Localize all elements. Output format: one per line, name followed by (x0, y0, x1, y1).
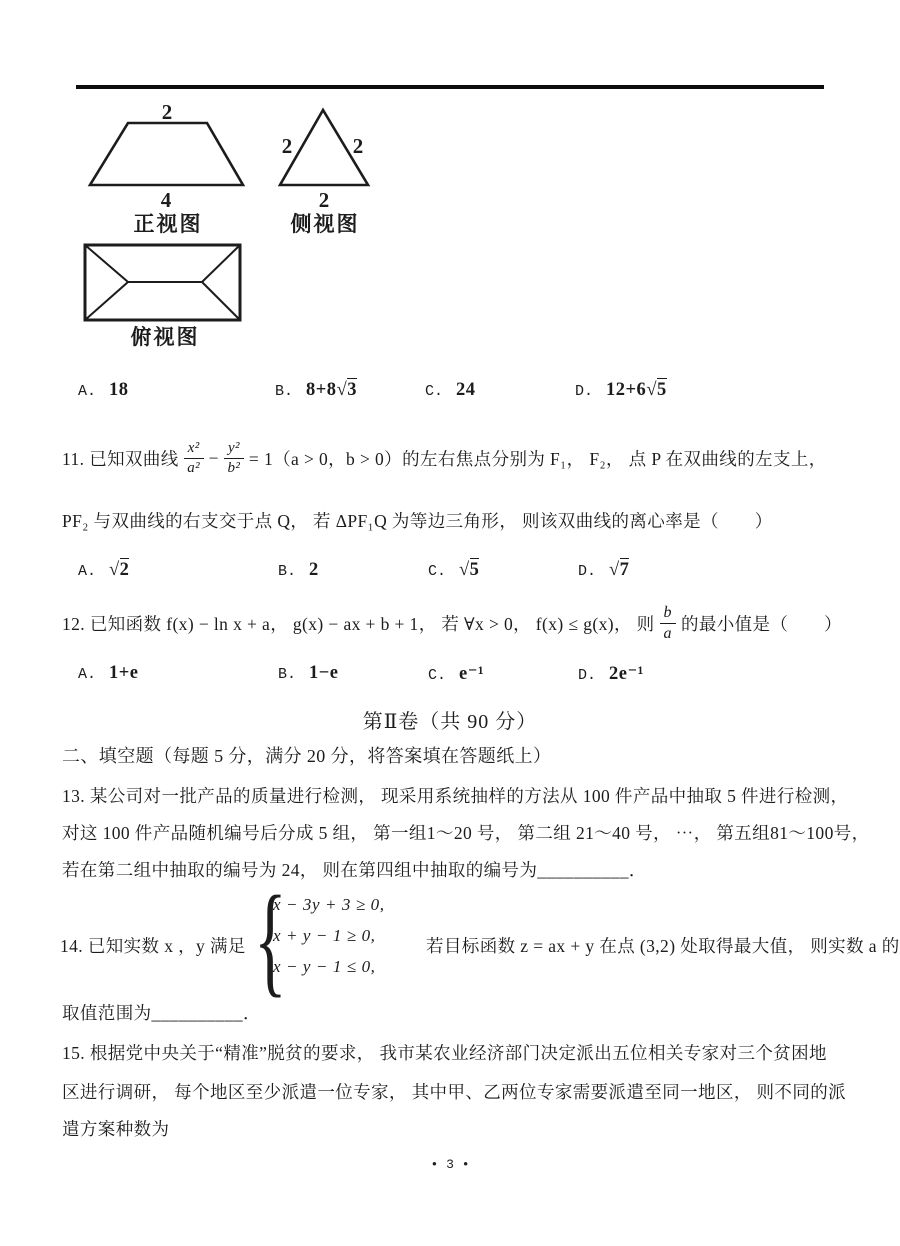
q11-condition-text: = 1（a > 0，b > 0）的左右焦点分别为 F₁， F₂， 点 P 在双曲线的左支上， (248, 448, 827, 469)
option-letter: B. (275, 383, 294, 400)
fraction-b-a (660, 604, 676, 642)
front-view-caption: 正视图 (133, 212, 203, 236)
radical: √3 (336, 380, 357, 400)
inequality-system (273, 895, 385, 977)
page-number: • 3 • (430, 1157, 470, 1172)
q12-tail-text: 的最小值是（ ） (680, 613, 843, 634)
fraction-denominator: a (663, 624, 672, 642)
fraction-y2-b2 (224, 440, 244, 476)
fraction-x2-a2 (184, 440, 204, 476)
radical: √5 (459, 560, 480, 580)
question-14-line-2: 取值范围为__________． (62, 1003, 261, 1023)
option-value: 1+e (109, 663, 139, 683)
top-view-caption: 俯视图 (130, 325, 200, 349)
option-value (609, 560, 629, 581)
front-view-trapezoid (90, 123, 243, 185)
option-letter: B. (278, 666, 297, 683)
question-12-line (62, 599, 842, 647)
q11-option-c (428, 560, 479, 581)
q10-option-a (78, 380, 129, 401)
q14-lead-text: 14. 已知实数 x ，y 满足 (60, 936, 246, 956)
fraction-numerator: y² (224, 440, 244, 459)
option-value: 24 (456, 380, 476, 400)
option-value: 8+8√3 (306, 380, 357, 400)
q11-option-a (78, 560, 129, 581)
fraction-denominator: a² (187, 459, 201, 476)
question-15-line-3: 遣方案种数为 (62, 1119, 170, 1139)
q11-option-b (278, 560, 319, 581)
side-view-left-dim: 2 (281, 134, 293, 158)
section-2-subtitle: 二、填空题（每题 5 分，满分 20 分，将答案填在答题纸上） (62, 746, 552, 766)
option-letter: D. (578, 667, 597, 684)
front-view-bottom-dim: 4 (160, 188, 172, 212)
fraction-numerator: x² (184, 440, 204, 459)
option-letter: B. (278, 563, 297, 580)
q10-options (60, 380, 880, 410)
option-letter: C. (428, 563, 447, 580)
top-view-line (85, 282, 128, 320)
q10-option-b (275, 380, 357, 401)
q12-option-d (578, 663, 644, 685)
option-letter: C. (428, 667, 447, 684)
q12-lead-text: 12. 已知函数 f(x) − ln x + a， g(x) − ax + b + 1， 若 ∀x > 0， f(x) ≤ g(x)， 则 (62, 613, 655, 634)
system-brace: { (254, 871, 287, 1008)
side-view-bottom-dim: 2 (318, 188, 330, 212)
option-value: 1−e (309, 663, 339, 683)
question-13-line-2: 对这 100 件产品随机编号后分成 5 组， 第一组1～20 号， 第二组 21～40 号， ⋯， 第五组81～100号， (62, 823, 870, 843)
top-rule (76, 85, 824, 89)
front-view-top-dim: 2 (161, 100, 173, 124)
question-11-line-2: PF₂ 与双曲线的右支交于点 Q， 若 ΔPF₁Q 为等边三角形， 则该双曲线的离心率是（ ） (62, 511, 773, 531)
q14-tail-text: 若目标函数 z = ax + y 在点 (3,2) 处取得最大值， 则实数 a 的 (426, 936, 900, 956)
option-value: 2e⁻¹ (609, 664, 644, 684)
side-view-right-dim: 2 (352, 134, 364, 158)
q12-option-c (428, 663, 484, 685)
option-value: 2 (309, 560, 319, 580)
option-letter: C. (425, 383, 444, 400)
inequality-1: x − 3y + 3 ≥ 0, (273, 895, 385, 914)
question-15-line-2: 区进行调研， 每个地区至少派遣一位专家， 其中甲、乙两位专家需要派遣至同一地区， 则不同的派 (62, 1082, 847, 1102)
q12-option-b (278, 663, 339, 684)
question-13-line-3: 若在第二组中抽取的编号为 24， 则在第四组中抽取的编号为__________． (62, 860, 647, 880)
section-2-title: 第Ⅱ卷（共 90 分） (362, 711, 538, 733)
question-14-block (60, 871, 900, 1008)
inequality-2: x + y − 1 ≥ 0, (273, 926, 376, 945)
radical: √2 (109, 560, 130, 580)
option-value (109, 560, 129, 581)
minus-sign: − (208, 447, 219, 468)
q11-options (60, 560, 880, 590)
radical: √7 (609, 560, 630, 580)
option-letter: D. (575, 383, 594, 400)
q10-option-c (425, 380, 476, 401)
q10-option-d (575, 380, 667, 401)
q12-option-a (78, 663, 139, 684)
question-13-line-1: 13. 某公司对一批产品的质量进行检测， 现采用系统抽样的方法从 100 件产品中抽取 5 件进行检测， (62, 786, 849, 806)
question-15-line-1: 15. 根据党中央关于“精准”脱贫的要求， 我市某农业经济部门决定派出五位相关专家对三个贫困地 (62, 1043, 827, 1063)
question-11-line-1 (62, 432, 827, 484)
fraction-denominator: b² (227, 459, 241, 476)
side-view-caption: 侧视图 (290, 212, 360, 236)
option-value: e⁻¹ (459, 664, 485, 684)
option-value: 18 (109, 380, 129, 400)
q11-option-d (578, 560, 629, 581)
top-view-line (85, 245, 128, 282)
option-letter: A. (78, 563, 97, 580)
option-letter: A. (78, 383, 97, 400)
q12-options (60, 663, 880, 693)
option-value (459, 560, 479, 581)
radical: √5 (646, 380, 667, 400)
top-view-line (202, 245, 240, 282)
inequality-3: x − y − 1 ≤ 0, (273, 957, 376, 976)
q11-lead-text: 11. 已知双曲线 (62, 448, 179, 469)
fraction-numerator: b (660, 604, 676, 624)
three-view-figures (60, 95, 390, 360)
option-value: 12+6√5 (606, 380, 667, 400)
option-letter: A. (78, 666, 97, 683)
option-letter: D. (578, 563, 597, 580)
top-view-line (202, 282, 240, 320)
